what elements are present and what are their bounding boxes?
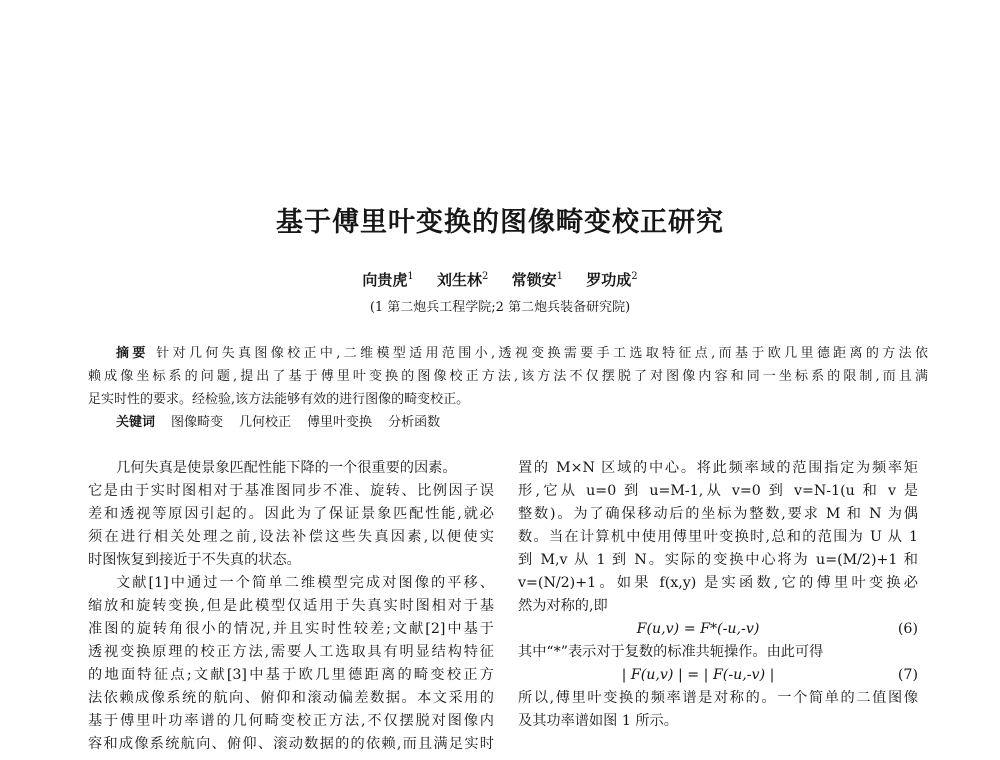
keyword-1: 图像畸变 bbox=[171, 415, 224, 430]
left-column bbox=[88, 457, 494, 756]
body-line: 须在进行相关处理之前,设法补偿这些失真因素,以便使实 bbox=[88, 529, 494, 545]
paper-title: 基于傅里叶变换的图像畸变校正研究 bbox=[276, 207, 724, 238]
abstract-label: 摘要 bbox=[116, 346, 149, 361]
equation-7-expression: | F(u,v) | = | F(-u,-v) | bbox=[621, 667, 775, 683]
body-line: 及其功率谱如图 1 所示。 bbox=[518, 713, 678, 729]
right-column bbox=[518, 457, 918, 733]
body-line: 数。当在计算机中使用傅里叶变换时,总和的范围为 U 从 1 bbox=[518, 529, 918, 545]
equation-6 bbox=[518, 618, 918, 641]
author-2: 刘生林$^2$ bbox=[436, 271, 489, 289]
keyword-4: 分析函数 bbox=[388, 415, 441, 430]
equation-7 bbox=[518, 664, 918, 687]
abstract-line-1: 摘要 针对几何失真图像校正中,二维模型适用范围小,透视变换需要手工选取特征点,而基于欧几里德距离的方法依 bbox=[116, 346, 928, 361]
body-line: 容和成像系统航向、俯仰、滚动数据的的依赖,而且满足实时 bbox=[88, 736, 494, 752]
abstract-line-3: 足实时性的要求。经检验,该方法能够有效的进行图像的畸变校正。 bbox=[88, 392, 470, 407]
body-line: v=(N/2)+1。如果 f(x,y) 是实函数,它的傅里叶变换必 bbox=[518, 575, 918, 591]
equation-6-number: (6) bbox=[897, 621, 918, 637]
body-line: 几何失真是使景象匹配性能下降的一个很重要的因素。 bbox=[116, 460, 457, 476]
body-line: 基于傅里叶功率谱的几何畸变校正方法,不仅摆脱对图像内 bbox=[88, 713, 494, 729]
keyword-3: 傅里叶变换 bbox=[307, 415, 373, 430]
affiliation: (1 第二炮兵工程学院;2 第二炮兵装备研究院) bbox=[369, 300, 631, 315]
body-line: 差和透视等原因引起的。因此为了保证景象匹配性能,就必 bbox=[88, 506, 494, 522]
body-line: 透视变换原理的校正方法,需要人工选取具有明显结构特征 bbox=[88, 644, 494, 660]
body-line: 其中“*”表示对于复数的标准共轭操作。由此可得 bbox=[518, 644, 824, 660]
body-line: 形,它从 u=0 到 u=M-1,从 v=0 到 v=N-1(u 和 v 是 bbox=[518, 483, 918, 499]
author-1: 向贵虎$^1$ bbox=[362, 271, 414, 289]
body-line: 时图恢复到接近于不失真的状态。 bbox=[88, 552, 301, 568]
body-line: 缩放和旋转变换,但是此模型仅适用于失真实时图相对于基 bbox=[88, 598, 494, 614]
keywords-label: 关键词 bbox=[116, 415, 156, 430]
author-list bbox=[0, 269, 1000, 290]
equation-7-number: (7) bbox=[897, 667, 918, 683]
abstract-block bbox=[88, 342, 928, 434]
body-line: 所以,傅里叶变换的频率谱是对称的。一个简单的二值图像 bbox=[518, 690, 918, 706]
body-line: 法依赖成像系统的航向、俯仰和滚动偏差数据。本文采用的 bbox=[88, 690, 494, 706]
author-4: 罗功成$^2$ bbox=[586, 271, 638, 289]
body-line: 准图的旋转角很小的情况,并且实时性较差;文献[2]中基于 bbox=[88, 621, 494, 637]
equation-6-expression: F(u,v) = F*(-u,-v) bbox=[636, 621, 760, 637]
body-line: 置的 M×N 区域的中心。将此频率域的范围指定为频率矩 bbox=[518, 460, 918, 476]
author-3: 常锁安$^1$ bbox=[511, 271, 563, 289]
abstract-line-2: 赖成像坐标系的问题,提出了基于傅里叶变换的图像校正方法,该方法不仅摆脱了对图像内容和同一坐标系的限制,而且满 bbox=[88, 369, 928, 384]
body-line: 然为对称的,即 bbox=[518, 598, 608, 614]
body-line: 到 M,v 从 1 到 N。实际的变换中心将为 u=(M/2)+1 和 bbox=[518, 552, 918, 568]
body-line: 的地面特征点;文献[3]中基于欧几里德距离的畸变校正方 bbox=[88, 667, 494, 683]
body-line: 它是由于实时图相对于基准图同步不准、旋转、比例因子误 bbox=[88, 483, 494, 499]
keywords-line bbox=[88, 411, 928, 434]
keyword-2: 几何校正 bbox=[239, 415, 292, 430]
body-line: 整数)。为了确保移动后的坐标为整数,要求 M 和 N 为偶 bbox=[518, 506, 918, 522]
body-line: 文献[1]中通过一个简单二维模型完成对图像的平移、 bbox=[116, 575, 494, 591]
